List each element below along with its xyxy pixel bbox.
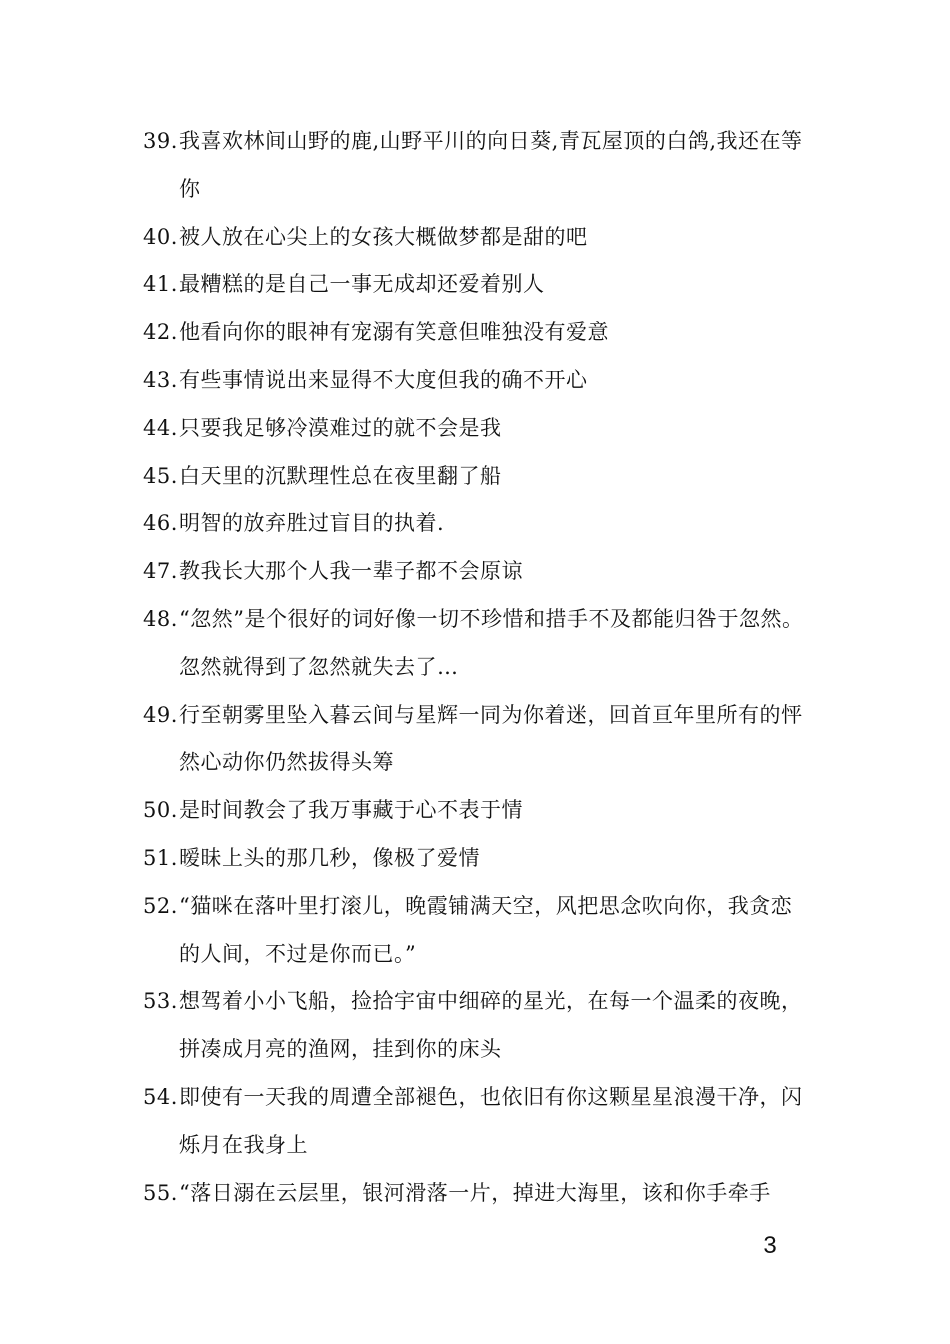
item-text: 只要我足够冷漠难过的就不会是我 <box>179 415 502 440</box>
item-number: 47. <box>143 559 178 584</box>
list-item <box>143 118 811 214</box>
list-item <box>143 835 811 883</box>
list-item <box>143 500 811 548</box>
item-text: 我喜欢林间山野的鹿,山野平川的向日葵,青瓦屋顶的白鸽,我还在等你 <box>179 129 803 201</box>
item-text: 行至朝雾里坠入暮云间与星辉一同为你着迷，回首亘年里所有的怦然心动你仍然拔得头筹 <box>179 702 803 775</box>
item-number: 42. <box>143 320 178 345</box>
item-text: “猫咪在落叶里打滚儿，晚霞铺满天空，风把思念吹向你，我贪恋的人间，不过是你而已。” <box>179 893 793 966</box>
list-item <box>143 596 811 692</box>
item-number: 41. <box>143 272 178 297</box>
list-item <box>143 1074 811 1170</box>
item-text: 白天里的沉默理性总在夜里翻了船 <box>179 463 502 488</box>
page-number: 3 <box>763 1232 777 1259</box>
item-text: 他看向你的眼神有宠溺有笑意但唯独没有爱意 <box>179 320 609 345</box>
item-number: 55. <box>143 1180 178 1205</box>
item-number: 44. <box>143 415 178 440</box>
list-item <box>143 787 811 835</box>
item-text: 有些事情说出来显得不大度但我的确不开心 <box>179 367 588 392</box>
list-item <box>143 453 811 501</box>
list-item <box>143 883 811 979</box>
list-item <box>143 214 811 262</box>
item-number: 53. <box>143 989 178 1014</box>
item-number: 50. <box>143 798 178 823</box>
item-text: 明智的放弃胜过盲目的执着. <box>179 511 445 536</box>
item-text: 想驾着小小飞船，捡拾宇宙中细碎的星光，在每一个温柔的夜晚，拼凑成月亮的渔网，挂到你的床头 <box>179 989 803 1062</box>
item-number: 43. <box>143 367 178 392</box>
item-number: 46. <box>143 511 178 536</box>
item-number: 40. <box>143 224 178 249</box>
list-item <box>143 309 811 357</box>
list-item <box>143 261 811 309</box>
list-item <box>143 548 811 596</box>
quote-list <box>143 118 811 1217</box>
item-text: “忽然”是个很好的词好像一切不珍惜和措手不及都能归咎于忽然。忽然就得到了忽然就失去了… <box>179 606 804 679</box>
item-text: 即使有一天我的周遭全部褪色，也依旧有你这颗星星浪漫干净，闪烁月在我身上 <box>179 1084 803 1157</box>
item-number: 45. <box>143 463 178 488</box>
item-number: 52. <box>143 893 178 918</box>
item-number: 51. <box>143 845 178 870</box>
list-item <box>143 357 811 405</box>
item-number: 54. <box>143 1084 178 1109</box>
item-text: 最糟糕的是自己一事无成却还爱着别人 <box>179 272 545 297</box>
item-text: 被人放在心尖上的女孩大概做梦都是甜的吧 <box>179 224 588 249</box>
item-number: 48. <box>143 606 178 631</box>
item-text: “落日溺在云层里，银河滑落一片，掉进大海里，该和你手牵手 <box>179 1180 771 1205</box>
item-number: 39. <box>143 129 178 153</box>
list-item <box>143 978 811 1074</box>
item-text: 教我长大那个人我一辈子都不会原谅 <box>179 559 523 584</box>
list-item <box>143 405 811 453</box>
list-item <box>143 1170 811 1218</box>
item-number: 49. <box>143 702 178 727</box>
item-text: 暧昧上头的那几秒，像极了爱情 <box>179 845 480 870</box>
list-item <box>143 692 811 788</box>
item-text: 是时间教会了我万事藏于心不表于情 <box>179 798 523 823</box>
